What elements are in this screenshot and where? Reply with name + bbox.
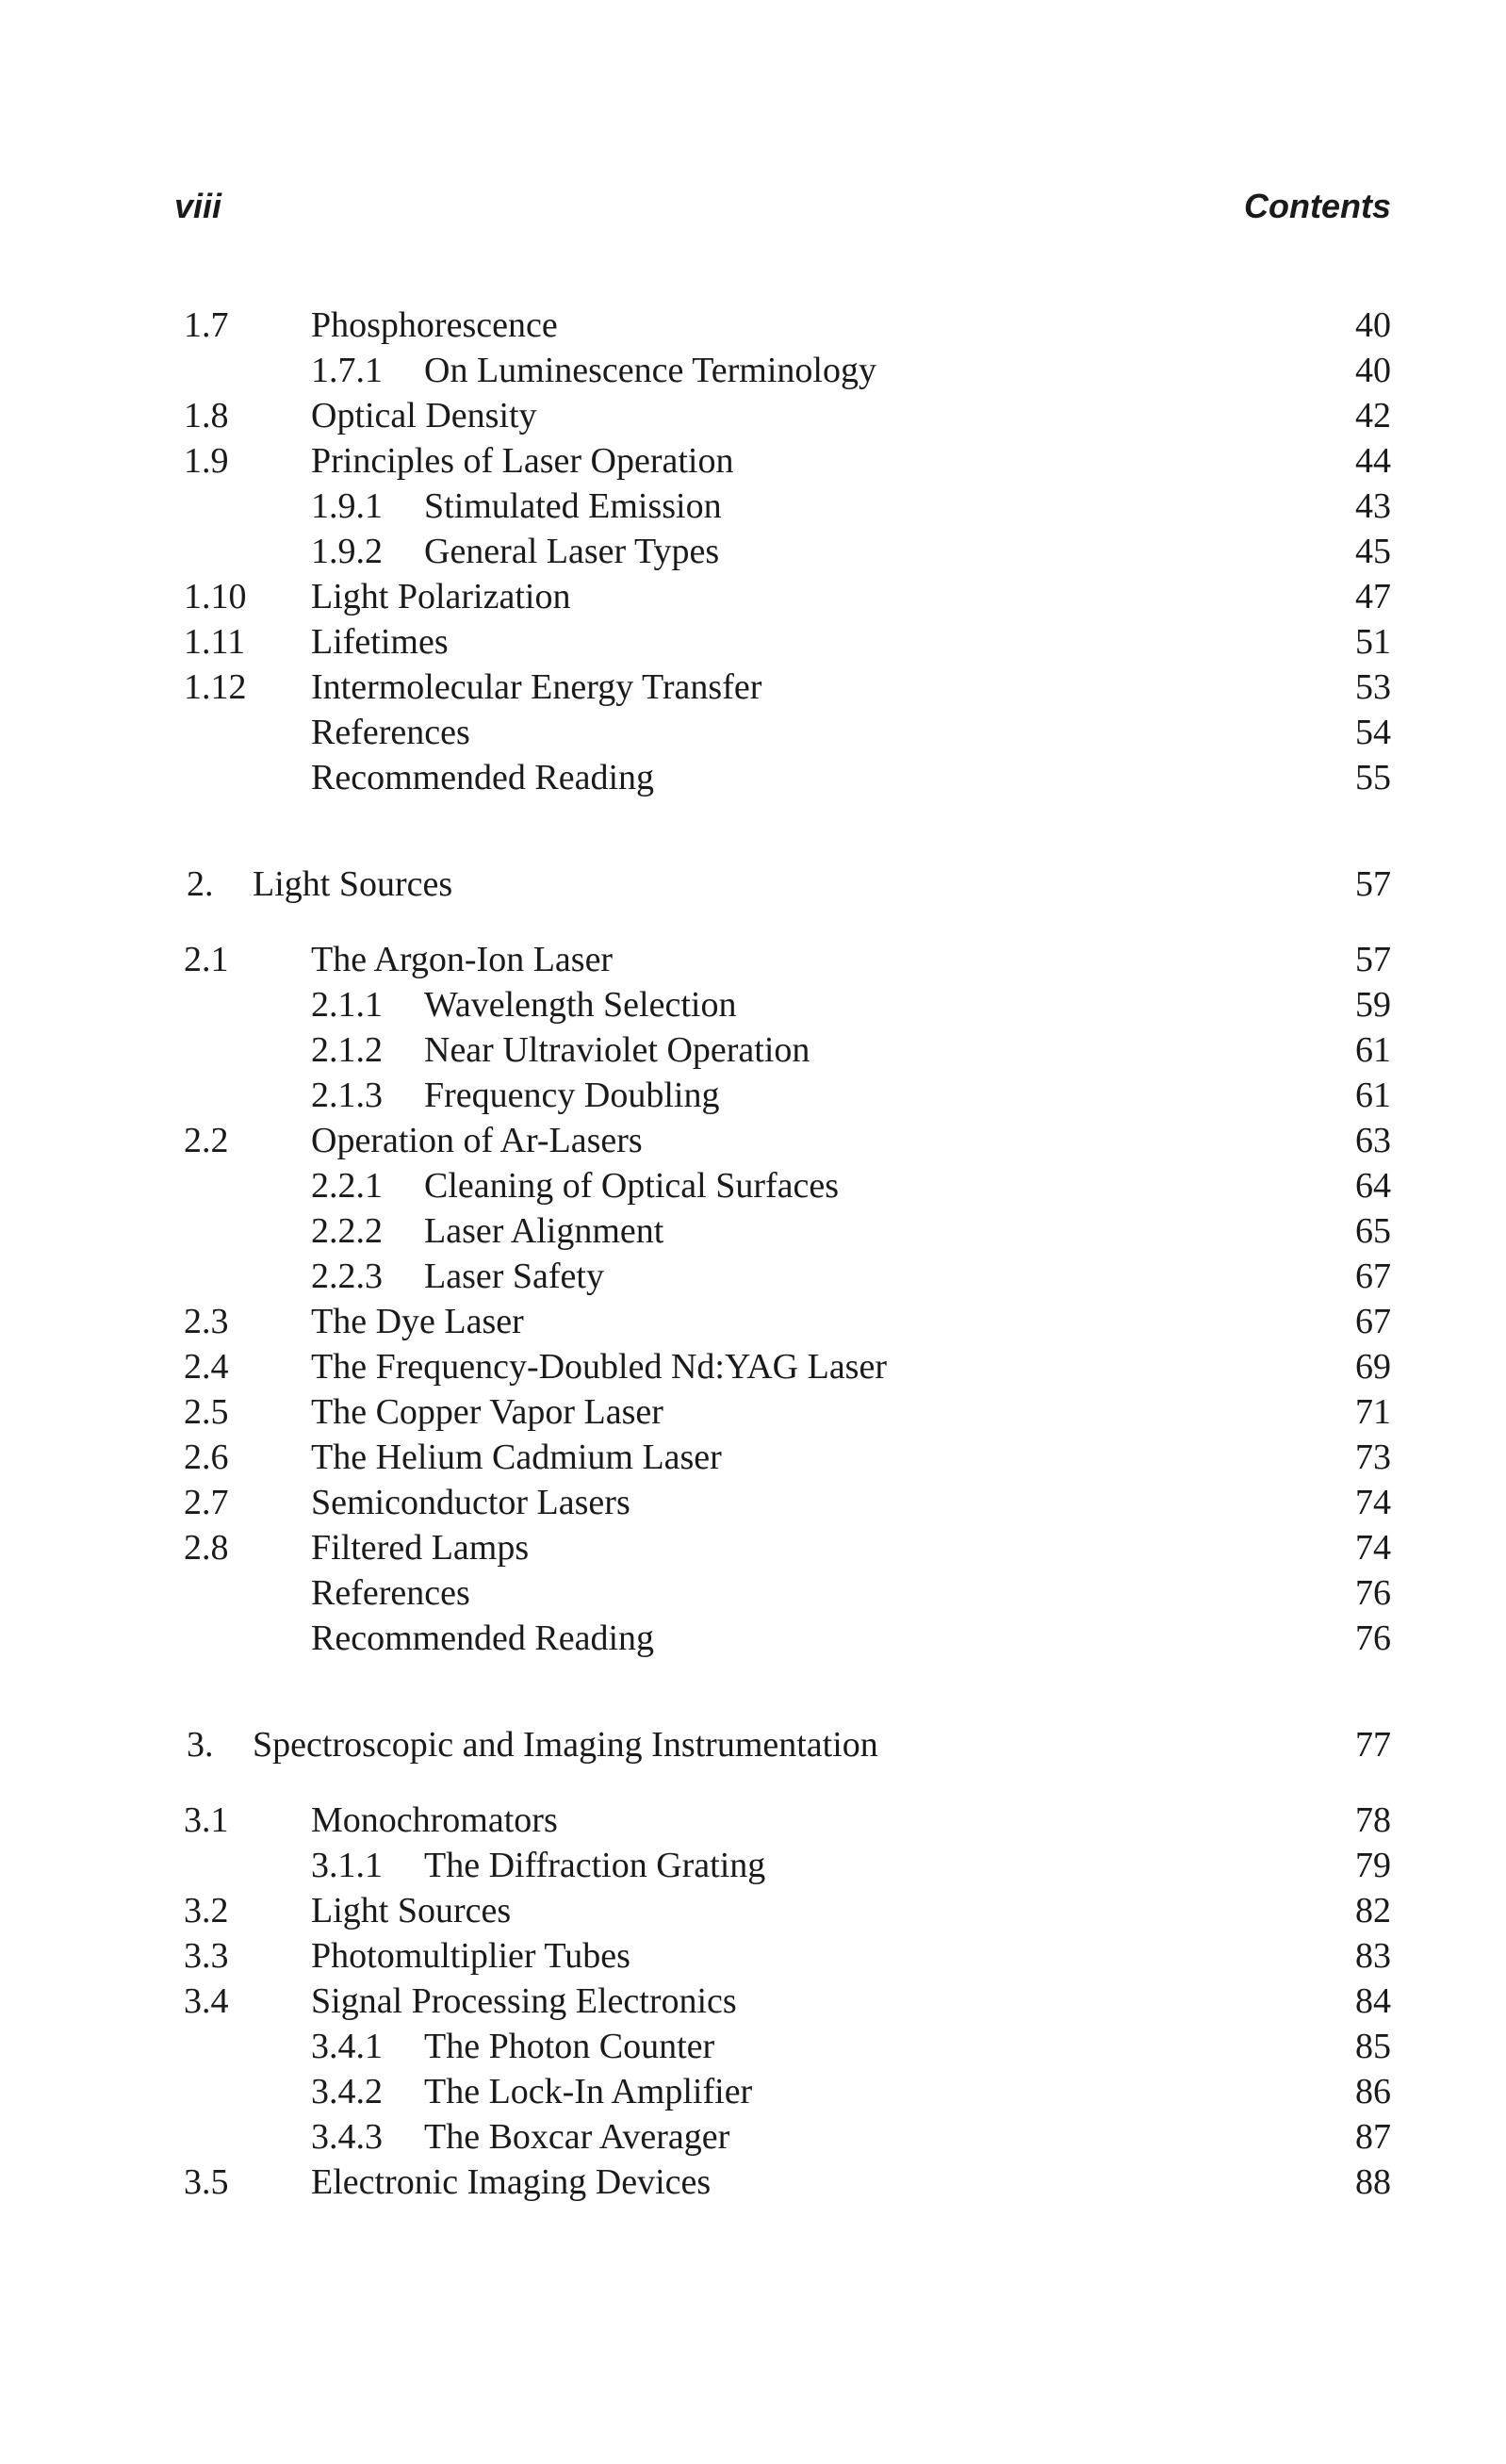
entry-number: 2.1.1 xyxy=(311,985,383,1025)
toc-entry xyxy=(0,438,1506,484)
entry-number: 1.7.1 xyxy=(311,351,383,390)
entry-title: The Argon-Ion Laser xyxy=(311,940,614,979)
toc-entry xyxy=(0,2024,1506,2069)
entry-number: 1.9.2 xyxy=(311,532,383,571)
entry-page-number: 63 xyxy=(1355,1121,1391,1160)
toc-entry xyxy=(0,529,1506,574)
toc-entry xyxy=(0,937,1506,982)
page-number: viii xyxy=(174,187,222,225)
entry-title: Lifetimes xyxy=(311,622,449,662)
toc-entry xyxy=(0,1888,1506,1933)
entry-title: Frequency Doubling xyxy=(424,1076,720,1115)
entry-page-number: 53 xyxy=(1355,667,1391,707)
entry-number: 1.11 xyxy=(184,622,246,662)
entry-title: Light Sources xyxy=(253,864,453,904)
entry-number: 1.9 xyxy=(184,441,229,481)
entry-title: Light Sources xyxy=(311,1891,512,1930)
entry-number: 2.4 xyxy=(184,1347,229,1387)
entry-title: Spectroscopic and Imaging Instrumentation xyxy=(253,1725,878,1765)
entry-page-number: 69 xyxy=(1355,1347,1391,1387)
toc-entry xyxy=(0,665,1506,710)
entry-page-number: 73 xyxy=(1355,1437,1391,1477)
entry-number: 1.8 xyxy=(184,396,229,435)
entry-page-number: 83 xyxy=(1355,1936,1391,1976)
entry-title: References xyxy=(311,713,470,752)
entry-title: General Laser Types xyxy=(424,532,720,571)
entry-number: 1.7 xyxy=(184,305,229,345)
entry-number: 2.6 xyxy=(184,1437,229,1477)
entry-page-number: 74 xyxy=(1355,1483,1391,1522)
entry-page-number: 85 xyxy=(1355,2027,1391,2066)
entry-number: 2.2.2 xyxy=(311,1211,383,1251)
toc-entry xyxy=(0,2114,1506,2160)
toc-entry xyxy=(0,574,1506,619)
toc-entry xyxy=(0,1073,1506,1118)
entry-page-number: 67 xyxy=(1355,1257,1391,1296)
entry-title: Light Polarization xyxy=(311,577,571,616)
entry-page-number: 64 xyxy=(1355,1166,1391,1206)
entry-page-number: 55 xyxy=(1355,758,1391,797)
entry-title: Recommended Reading xyxy=(311,1618,655,1658)
entry-page-number: 79 xyxy=(1355,1846,1391,1885)
entry-title: Stimulated Emission xyxy=(424,486,722,526)
entry-page-number: 45 xyxy=(1355,532,1391,571)
entry-title: Principles of Laser Operation xyxy=(311,441,734,481)
entry-title: Laser Safety xyxy=(424,1257,604,1296)
entry-number: 3.3 xyxy=(184,1936,229,1976)
entry-number: 2.2.3 xyxy=(311,1257,383,1296)
entry-title: Intermolecular Energy Transfer xyxy=(311,667,762,707)
entry-number: 3.1.1 xyxy=(311,1846,383,1885)
toc-entry xyxy=(0,1979,1506,2024)
entry-number: 3.4.3 xyxy=(311,2117,383,2157)
entry-number: 3.1 xyxy=(184,1800,229,1840)
entry-number: 3. xyxy=(187,1725,214,1765)
entry-page-number: 74 xyxy=(1355,1528,1391,1568)
entry-page-number: 87 xyxy=(1355,2117,1391,2157)
entry-number: 2. xyxy=(187,864,214,904)
entry-number: 3.5 xyxy=(184,2162,229,2202)
entry-number: 3.4.2 xyxy=(311,2072,383,2111)
entry-page-number: 86 xyxy=(1355,2072,1391,2111)
toc-entry xyxy=(0,1933,1506,1979)
entry-title: Near Ultraviolet Operation xyxy=(424,1030,810,1070)
entry-page-number: 61 xyxy=(1355,1030,1391,1070)
entry-number: 2.1 xyxy=(184,940,229,979)
toc-entry xyxy=(0,1525,1506,1570)
entry-page-number: 54 xyxy=(1355,713,1391,752)
entry-page-number: 42 xyxy=(1355,396,1391,435)
toc-entry xyxy=(0,484,1506,529)
entry-page-number: 57 xyxy=(1355,864,1391,904)
toc-entry xyxy=(0,710,1506,755)
entry-number: 2.8 xyxy=(184,1528,229,1568)
toc-entry xyxy=(0,755,1506,800)
toc-entry xyxy=(0,393,1506,438)
entry-title: The Lock-In Amplifier xyxy=(424,2072,753,2111)
entry-page-number: 78 xyxy=(1355,1800,1391,1840)
toc-entry xyxy=(0,619,1506,665)
toc-entry xyxy=(0,1208,1506,1254)
entry-page-number: 67 xyxy=(1355,1302,1391,1341)
toc-entry xyxy=(0,1389,1506,1435)
entry-title: Photomultiplier Tubes xyxy=(311,1936,630,1976)
entry-page-number: 61 xyxy=(1355,1076,1391,1115)
entry-page-number: 76 xyxy=(1355,1573,1391,1613)
toc-entry xyxy=(0,1163,1506,1208)
entry-number: 2.2.1 xyxy=(311,1166,383,1206)
toc-entry xyxy=(0,1480,1506,1525)
entry-page-number: 88 xyxy=(1355,2162,1391,2202)
toc-entry xyxy=(0,1118,1506,1163)
toc-entry xyxy=(0,1299,1506,1344)
entry-number: 3.2 xyxy=(184,1891,229,1930)
entry-page-number: 44 xyxy=(1355,441,1391,481)
running-title: Contents xyxy=(1244,187,1391,225)
entry-title: The Frequency-Doubled Nd:YAG Laser xyxy=(311,1347,887,1387)
entry-title: Electronic Imaging Devices xyxy=(311,2162,712,2202)
entry-page-number: 77 xyxy=(1355,1725,1391,1765)
entry-number: 2.2 xyxy=(184,1121,229,1160)
entry-number: 1.10 xyxy=(184,577,247,616)
toc-entry xyxy=(0,2069,1506,2114)
entry-title: On Luminescence Terminology xyxy=(424,351,876,390)
entry-title: The Copper Vapor Laser xyxy=(311,1392,663,1432)
toc-chapter-entry xyxy=(0,1722,1506,1767)
entry-title: Recommended Reading xyxy=(311,758,655,797)
toc-entry xyxy=(0,1344,1506,1389)
entry-title: Cleaning of Optical Surfaces xyxy=(424,1166,840,1206)
toc-entry xyxy=(0,1570,1506,1616)
entry-page-number: 47 xyxy=(1355,577,1391,616)
entry-title: Filtered Lamps xyxy=(311,1528,530,1568)
toc-entry xyxy=(0,348,1506,393)
entry-number: 2.1.3 xyxy=(311,1076,383,1115)
toc-entry xyxy=(0,982,1506,1027)
entry-number: 2.3 xyxy=(184,1302,229,1341)
entry-page-number: 84 xyxy=(1355,1981,1391,2021)
entry-title: Laser Alignment xyxy=(424,1211,664,1251)
toc-entry xyxy=(0,1616,1506,1661)
entry-number: 2.1.2 xyxy=(311,1030,383,1070)
toc-entry xyxy=(0,1435,1506,1480)
entry-title: References xyxy=(311,1573,470,1613)
entry-number: 3.4 xyxy=(184,1981,229,2021)
entry-page-number: 59 xyxy=(1355,985,1391,1025)
entry-title: Optical Density xyxy=(311,396,537,435)
toc-entry xyxy=(0,1254,1506,1299)
entry-page-number: 43 xyxy=(1355,486,1391,526)
entry-title: The Photon Counter xyxy=(424,2027,715,2066)
entry-title: Semiconductor Lasers xyxy=(311,1483,630,1522)
toc-entry xyxy=(0,1027,1506,1073)
toc-entry xyxy=(0,1843,1506,1888)
entry-page-number: 40 xyxy=(1355,351,1391,390)
entry-title: The Dye Laser xyxy=(311,1302,524,1341)
entry-page-number: 71 xyxy=(1355,1392,1391,1432)
entry-title: The Boxcar Averager xyxy=(424,2117,730,2157)
entry-title: The Helium Cadmium Laser xyxy=(311,1437,722,1477)
entry-title: Signal Processing Electronics xyxy=(311,1981,737,2021)
entry-number: 1.12 xyxy=(184,667,247,707)
toc-entry xyxy=(0,303,1506,348)
entry-title: Phosphorescence xyxy=(311,305,558,345)
entry-page-number: 82 xyxy=(1355,1891,1391,1930)
entry-number: 1.9.1 xyxy=(311,486,383,526)
entry-title: Operation of Ar-Lasers xyxy=(311,1121,643,1160)
entry-title: The Diffraction Grating xyxy=(424,1846,766,1885)
entry-page-number: 57 xyxy=(1355,940,1391,979)
entry-number: 2.7 xyxy=(184,1483,229,1522)
entry-title: Monochromators xyxy=(311,1800,558,1840)
entry-page-number: 65 xyxy=(1355,1211,1391,1251)
entry-number: 3.4.1 xyxy=(311,2027,383,2066)
entry-title: Wavelength Selection xyxy=(424,985,737,1025)
entry-number: 2.5 xyxy=(184,1392,229,1432)
toc-entry xyxy=(0,2160,1506,2205)
entry-page-number: 76 xyxy=(1355,1618,1391,1658)
toc-entry xyxy=(0,1798,1506,1843)
toc-chapter-entry xyxy=(0,862,1506,907)
entry-page-number: 51 xyxy=(1355,622,1391,662)
entry-page-number: 40 xyxy=(1355,305,1391,345)
